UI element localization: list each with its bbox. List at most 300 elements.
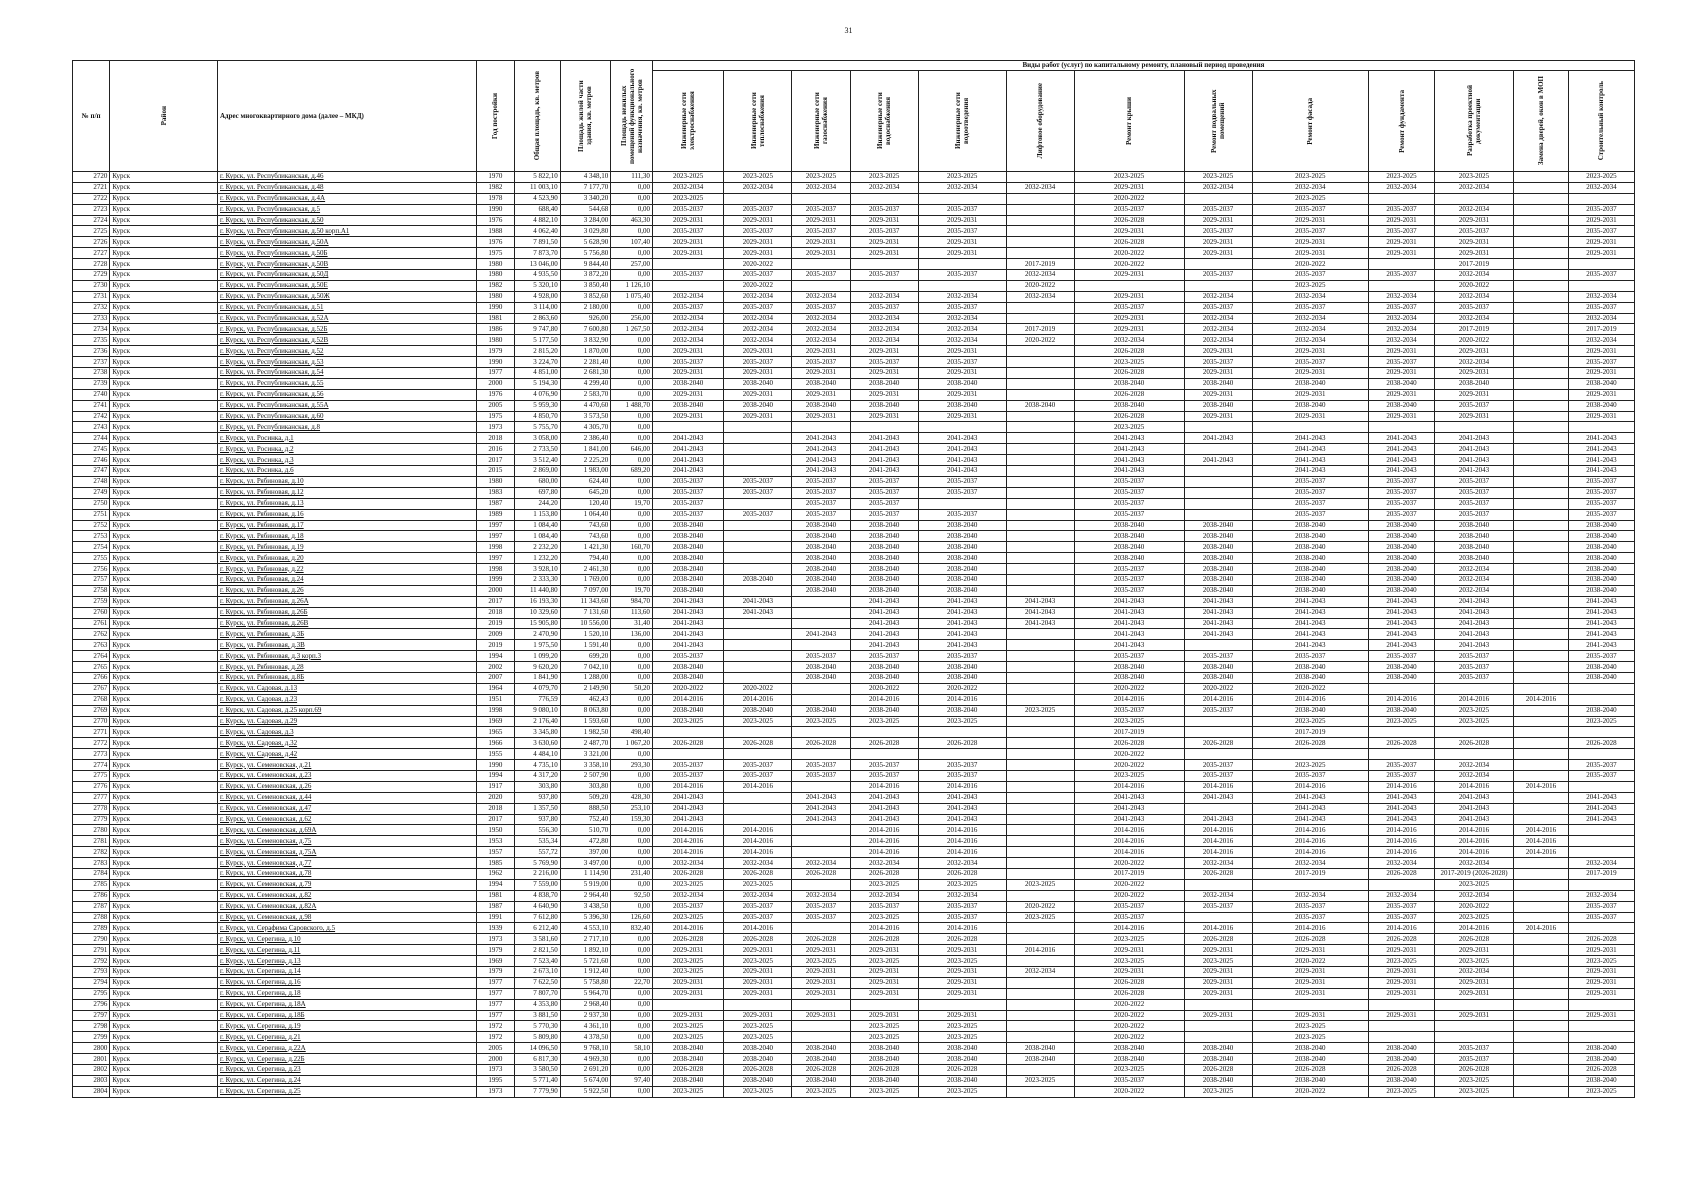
row-district: Курск — [110, 509, 218, 520]
row-area: 0,00 — [611, 270, 653, 281]
row-year: 2000 — [477, 1054, 514, 1065]
row-work-period: 2035-2037 — [850, 476, 918, 487]
row-work-period: 2029-2031 — [1568, 248, 1634, 259]
row-work-period: 2032-2034 — [1074, 335, 1184, 346]
row-work-period: 2035-2037 — [724, 270, 792, 281]
row-work-period: 2038-2040 — [1434, 542, 1513, 553]
table-row — [73, 629, 1635, 640]
row-work-period: 2032-2034 — [1434, 313, 1513, 324]
row-work-period: 2029-2031 — [1184, 1010, 1252, 1021]
row-area: 11 003,10 — [514, 182, 560, 193]
row-area: 3 872,20 — [560, 270, 611, 281]
row-work-period: 2029-2031 — [1369, 988, 1435, 999]
row-district: Курск — [110, 498, 218, 509]
row-year: 2005 — [477, 1043, 514, 1054]
row-work-period: 2029-2031 — [724, 237, 792, 248]
row-work-period — [724, 672, 792, 683]
row-work-period: 2029-2031 — [1568, 988, 1634, 999]
row-work-period — [792, 825, 850, 836]
row-work-period: 2038-2040 — [1252, 662, 1368, 673]
row-work-period: 2035-2037 — [1434, 1043, 1513, 1054]
row-work-period — [1006, 640, 1074, 651]
row-work-period: 2014-2016 — [918, 825, 1006, 836]
row-work-period: 2038-2040 — [1184, 1075, 1252, 1086]
row-area: 5 964,70 — [560, 988, 611, 999]
row-area: 5 770,30 — [514, 1021, 560, 1032]
row-area: 7 807,70 — [514, 988, 560, 999]
row-area: 0,00 — [611, 574, 653, 585]
row-work-period: 2038-2040 — [652, 585, 723, 596]
row-year: 1989 — [477, 509, 514, 520]
row-district: Курск — [110, 487, 218, 498]
row-work-period: 2029-2031 — [1369, 977, 1435, 988]
row-work-period: 2032-2034 — [792, 890, 850, 901]
row-work-period: 2032-2034 — [1434, 760, 1513, 771]
row-work-period: 2041-2043 — [1568, 792, 1634, 803]
row-work-period — [1514, 727, 1569, 738]
row-area: 4 523,90 — [514, 193, 560, 204]
row-work-period: 2023-2025 — [1568, 716, 1634, 727]
row-work-period: 2035-2037 — [918, 270, 1006, 281]
row-work-period: 2029-2031 — [792, 389, 850, 400]
row-work-period — [792, 727, 850, 738]
row-work-period: 2035-2037 — [724, 476, 792, 487]
row-number: 2781 — [73, 836, 110, 847]
row-work-period: 2023-2025 — [652, 956, 723, 967]
row-work-period: 2032-2034 — [792, 324, 850, 335]
row-work-period: 2041-2043 — [918, 455, 1006, 466]
row-work-period: 2038-2040 — [1006, 400, 1074, 411]
table-row — [73, 803, 1635, 814]
row-year: 2007 — [477, 672, 514, 683]
row-work-period — [1006, 357, 1074, 368]
row-address: г. Курск, ул. Республиканская, д.53 — [217, 357, 476, 368]
row-address: г. Курск, ул. Семеновская, д.26 — [217, 781, 476, 792]
row-work-period: 2035-2037 — [1369, 498, 1435, 509]
row-work-period — [1514, 770, 1569, 781]
row-work-period: 2020-2022 — [850, 683, 918, 694]
row-work-period: 2038-2040 — [1369, 574, 1435, 585]
row-work-period: 2035-2037 — [1434, 487, 1513, 498]
row-address: г. Курск, ул. Серегина, д.18 — [217, 988, 476, 999]
row-work-period: 2038-2040 — [1184, 553, 1252, 564]
row-work-period: 2032-2034 — [1252, 890, 1368, 901]
row-area: 5 320,10 — [514, 280, 560, 291]
table-row — [73, 988, 1635, 999]
row-work-period: 2041-2043 — [1434, 640, 1513, 651]
row-work-period: 2035-2037 — [792, 912, 850, 923]
row-work-period: 2023-2025 — [652, 193, 723, 204]
row-address: г. Курск, ул. Рябиновая, д.24 — [217, 574, 476, 585]
row-work-period — [1514, 999, 1569, 1010]
row-number: 2790 — [73, 934, 110, 945]
header-work-doors-windows: Замена дверей, окон в МОП — [1514, 71, 1569, 172]
row-number: 2750 — [73, 498, 110, 509]
header-work-water: Инженерные сети водоснабжения — [850, 71, 918, 172]
row-work-period: 2038-2040 — [1369, 672, 1435, 683]
row-area: 19,70 — [611, 498, 653, 509]
row-work-period: 2023-2025 — [1074, 716, 1184, 727]
row-area: 0,00 — [611, 705, 653, 716]
row-work-period: 2041-2043 — [918, 607, 1006, 618]
row-number: 2728 — [73, 259, 110, 270]
row-work-period — [1514, 651, 1569, 662]
row-work-period: 2038-2040 — [792, 1043, 850, 1054]
row-district: Курск — [110, 433, 218, 444]
table-row — [73, 956, 1635, 967]
row-area: 303,80 — [560, 781, 611, 792]
row-work-period: 2023-2025 — [850, 912, 918, 923]
row-work-period: 2029-2031 — [792, 248, 850, 259]
row-district: Курск — [110, 923, 218, 934]
row-number: 2779 — [73, 814, 110, 825]
row-address: г. Курск, ул. Серегина, д.23 — [217, 1065, 476, 1076]
row-work-period: 2038-2040 — [1184, 531, 1252, 542]
row-work-period: 2014-2016 — [1074, 781, 1184, 792]
row-work-period: 2035-2037 — [918, 204, 1006, 215]
row-address: г. Курск, ул. Серегина, д.22А — [217, 1043, 476, 1054]
header-work-design-docs: Разработка проектной документации — [1434, 71, 1513, 172]
row-work-period: 2029-2031 — [850, 237, 918, 248]
row-work-period: 2035-2037 — [652, 226, 723, 237]
row-area: 9 844,40 — [560, 259, 611, 270]
row-district: Курск — [110, 378, 218, 389]
table-row — [73, 792, 1635, 803]
row-work-period — [918, 280, 1006, 291]
row-work-period: 2038-2040 — [1252, 1043, 1368, 1054]
row-work-period: 2032-2034 — [918, 890, 1006, 901]
row-work-period: 2038-2040 — [724, 705, 792, 716]
row-area: 2 461,30 — [560, 564, 611, 575]
row-number: 2767 — [73, 683, 110, 694]
row-work-period: 2035-2037 — [1252, 302, 1368, 313]
row-work-period: 2029-2031 — [1434, 248, 1513, 259]
row-area: 50,20 — [611, 683, 653, 694]
row-district: Курск — [110, 858, 218, 869]
row-work-period: 2038-2040 — [1369, 705, 1435, 716]
row-area: 0,00 — [611, 378, 653, 389]
row-work-period: 2035-2037 — [918, 651, 1006, 662]
row-year: 1973 — [477, 1086, 514, 1097]
row-work-period: 2032-2034 — [1568, 291, 1634, 302]
row-district: Курск — [110, 618, 218, 629]
row-work-period: 2035-2037 — [1074, 912, 1184, 923]
row-work-period: 2041-2043 — [792, 629, 850, 640]
row-area: 7 097,00 — [560, 585, 611, 596]
row-address: г. Курск, ул. Семеновская, д.23 — [217, 770, 476, 781]
row-work-period: 2041-2043 — [1074, 607, 1184, 618]
row-district: Курск — [110, 1032, 218, 1043]
row-number: 2786 — [73, 890, 110, 901]
row-area: 113,60 — [611, 607, 653, 618]
row-area: 832,40 — [611, 923, 653, 934]
table-row — [73, 977, 1635, 988]
table-row — [73, 313, 1635, 324]
row-work-period — [1568, 879, 1634, 890]
row-district: Курск — [110, 814, 218, 825]
row-area: 0,00 — [611, 389, 653, 400]
row-work-period: 2041-2043 — [652, 640, 723, 651]
row-work-period: 2029-2031 — [1568, 1010, 1634, 1021]
row-work-period — [1514, 1075, 1569, 1086]
row-work-period: 2023-2025 — [1434, 716, 1513, 727]
row-work-period: 2020-2022 — [1434, 335, 1513, 346]
row-district: Курск — [110, 553, 218, 564]
row-work-period: 2029-2031 — [918, 411, 1006, 422]
row-work-period — [724, 662, 792, 673]
row-work-period: 2020-2022 — [1006, 901, 1074, 912]
row-work-period — [1006, 509, 1074, 520]
row-work-period: 2035-2037 — [918, 487, 1006, 498]
row-area: 2 821,50 — [514, 945, 560, 956]
row-number: 2800 — [73, 1043, 110, 1054]
row-district: Курск — [110, 1010, 218, 1021]
row-work-period: 2032-2034 — [1434, 770, 1513, 781]
row-work-period: 2041-2043 — [1074, 792, 1184, 803]
row-work-period: 2035-2037 — [1568, 302, 1634, 313]
row-work-period: 2041-2043 — [1252, 792, 1368, 803]
row-work-period: 2026-2028 — [1252, 934, 1368, 945]
row-work-period: 2032-2034 — [792, 313, 850, 324]
row-area: 160,70 — [611, 542, 653, 553]
row-year: 1999 — [477, 574, 514, 585]
table-row — [73, 760, 1635, 771]
row-work-period — [1006, 498, 1074, 509]
row-work-period — [1006, 890, 1074, 901]
row-work-period — [792, 193, 850, 204]
header-work-gas: Инженерные сети газоснабжения — [792, 71, 850, 172]
row-work-period: 2041-2043 — [1184, 618, 1252, 629]
row-work-period: 2023-2025 — [1568, 956, 1634, 967]
row-area: 0,00 — [611, 564, 653, 575]
row-work-period — [1006, 934, 1074, 945]
row-work-period: 2014-2016 — [1369, 836, 1435, 847]
row-area: 5 755,70 — [514, 422, 560, 433]
row-work-period — [1369, 999, 1435, 1010]
row-work-period: 2041-2043 — [1252, 814, 1368, 825]
row-address: г. Курск, ул. Республиканская, д.52А — [217, 313, 476, 324]
table-row — [73, 836, 1635, 847]
row-work-period: 2029-2031 — [1184, 967, 1252, 978]
table-row — [73, 433, 1635, 444]
row-work-period: 2038-2040 — [918, 542, 1006, 553]
row-work-period: 2038-2040 — [918, 564, 1006, 575]
row-district: Курск — [110, 476, 218, 487]
row-work-period: 2029-2031 — [850, 368, 918, 379]
row-work-period: 2026-2028 — [1568, 1065, 1634, 1076]
row-year: 1991 — [477, 912, 514, 923]
row-work-period: 2038-2040 — [850, 662, 918, 673]
row-work-period: 2026-2028 — [850, 934, 918, 945]
row-area: 19,70 — [611, 585, 653, 596]
row-work-period: 2029-2031 — [1434, 977, 1513, 988]
row-work-period: 2041-2043 — [1074, 466, 1184, 477]
row-work-period — [918, 999, 1006, 1010]
row-work-period — [792, 259, 850, 270]
row-work-period: 2023-2025 — [850, 879, 918, 890]
row-work-period — [1514, 215, 1569, 226]
row-work-period: 2038-2040 — [1184, 574, 1252, 585]
row-number: 2773 — [73, 749, 110, 760]
row-district: Курск — [110, 248, 218, 259]
row-work-period: 2029-2031 — [724, 411, 792, 422]
row-area: 4 640,90 — [514, 901, 560, 912]
row-district: Курск — [110, 640, 218, 651]
row-area: 2 869,00 — [514, 466, 560, 477]
row-work-period: 2029-2031 — [792, 1010, 850, 1021]
row-work-period: 2029-2031 — [1252, 368, 1368, 379]
row-work-period — [1514, 172, 1569, 183]
row-work-period: 2035-2037 — [1184, 651, 1252, 662]
row-work-period — [1514, 901, 1569, 912]
row-work-period — [1006, 1021, 1074, 1032]
table-row — [73, 1086, 1635, 1097]
row-work-period: 2038-2040 — [1369, 542, 1435, 553]
row-work-period: 2014-2016 — [1184, 781, 1252, 792]
row-area: 256,00 — [611, 313, 653, 324]
row-work-period: 2041-2043 — [1184, 607, 1252, 618]
row-district: Курск — [110, 727, 218, 738]
row-district: Курск — [110, 879, 218, 890]
row-work-period: 2038-2040 — [1434, 531, 1513, 542]
row-area: 509,20 — [560, 792, 611, 803]
row-work-period: 2035-2037 — [1369, 476, 1435, 487]
table-row — [73, 226, 1635, 237]
row-work-period: 2014-2016 — [724, 923, 792, 934]
row-number: 2742 — [73, 411, 110, 422]
row-address: г. Курск, ул. Садовая, д.29 — [217, 716, 476, 727]
row-work-period: 2020-2022 — [1184, 683, 1252, 694]
row-work-period: 2029-2031 — [918, 215, 1006, 226]
row-work-period: 2041-2043 — [652, 455, 723, 466]
row-work-period: 2032-2034 — [1434, 574, 1513, 585]
row-number: 2804 — [73, 1086, 110, 1097]
row-area: 9 080,10 — [514, 705, 560, 716]
row-work-period: 2020-2022 — [1074, 858, 1184, 869]
row-work-period: 2023-2025 — [1434, 172, 1513, 183]
row-area: 1 084,40 — [514, 531, 560, 542]
row-number: 2775 — [73, 770, 110, 781]
row-work-period: 2041-2043 — [1252, 596, 1368, 607]
row-work-period — [1006, 574, 1074, 585]
row-area: 0,00 — [611, 204, 653, 215]
row-work-period — [792, 847, 850, 858]
row-work-period: 2035-2037 — [1184, 705, 1252, 716]
table-row — [73, 237, 1635, 248]
row-work-period: 2014-2016 — [1184, 847, 1252, 858]
row-work-period: 2029-2031 — [1252, 1010, 1368, 1021]
row-work-period: 2041-2043 — [918, 792, 1006, 803]
row-work-period: 2029-2031 — [792, 368, 850, 379]
row-work-period: 2032-2034 — [652, 324, 723, 335]
row-work-period: 2014-2016 — [724, 847, 792, 858]
row-year: 2017 — [477, 814, 514, 825]
row-number: 2785 — [73, 879, 110, 890]
row-work-period: 2017-2019 — [1434, 259, 1513, 270]
row-work-period — [792, 999, 850, 1010]
row-work-period: 2035-2037 — [918, 760, 1006, 771]
row-work-period: 2032-2034 — [1006, 270, 1074, 281]
row-area: 0,00 — [611, 1065, 653, 1076]
row-work-period: 2041-2043 — [1074, 640, 1184, 651]
row-work-period — [724, 520, 792, 531]
table-row — [73, 193, 1635, 204]
row-work-period — [1006, 956, 1074, 967]
row-work-period: 2041-2043 — [1434, 629, 1513, 640]
row-work-period — [1006, 825, 1074, 836]
row-work-period: 2029-2031 — [1369, 389, 1435, 400]
row-work-period: 2032-2034 — [1369, 858, 1435, 869]
row-work-period: 2035-2037 — [1568, 270, 1634, 281]
row-work-period: 2035-2037 — [1074, 585, 1184, 596]
row-work-period: 2041-2043 — [1074, 814, 1184, 825]
row-work-period: 2041-2043 — [652, 803, 723, 814]
row-work-period: 2038-2040 — [1074, 531, 1184, 542]
row-work-period: 2041-2043 — [724, 607, 792, 618]
row-work-period: 2029-2031 — [1252, 346, 1368, 357]
row-work-period: 2023-2025 — [1184, 1086, 1252, 1097]
row-work-period — [1514, 368, 1569, 379]
row-work-period: 2032-2034 — [652, 313, 723, 324]
table-row — [73, 215, 1635, 226]
table-row — [73, 400, 1635, 411]
row-area: 937,80 — [514, 792, 560, 803]
row-work-period: 2020-2022 — [1434, 901, 1513, 912]
row-address: г. Курск, ул. Семеновская, д.82 — [217, 890, 476, 901]
table-row — [73, 858, 1635, 869]
row-work-period — [724, 618, 792, 629]
row-year: 2018 — [477, 803, 514, 814]
row-work-period: 2032-2034 — [724, 858, 792, 869]
row-work-period: 2035-2037 — [850, 487, 918, 498]
row-work-period: 2035-2037 — [1369, 270, 1435, 281]
row-work-period: 2038-2040 — [792, 400, 850, 411]
row-work-period: 2038-2040 — [1252, 520, 1368, 531]
row-work-period — [1369, 1021, 1435, 1032]
row-work-period: 2041-2043 — [918, 466, 1006, 477]
row-work-period — [724, 498, 792, 509]
table-row — [73, 770, 1635, 781]
row-work-period — [1006, 988, 1074, 999]
row-work-period: 2041-2043 — [1074, 444, 1184, 455]
header-total-area: Общая площадь, кв. метров — [514, 61, 560, 172]
row-work-period: 2029-2031 — [1369, 215, 1435, 226]
row-work-period: 2026-2028 — [1369, 934, 1435, 945]
table-row — [73, 520, 1635, 531]
row-work-period: 2041-2043 — [1568, 640, 1634, 651]
row-work-period: 2038-2040 — [1184, 542, 1252, 553]
row-work-period: 2023-2025 — [792, 172, 850, 183]
row-work-period — [1514, 520, 1569, 531]
row-area: 3 340,20 — [560, 193, 611, 204]
row-work-period — [1514, 182, 1569, 193]
row-area: 7 559,00 — [514, 879, 560, 890]
row-work-period: 2035-2037 — [1434, 226, 1513, 237]
row-work-period: 2026-2028 — [1184, 934, 1252, 945]
row-work-period: 2041-2043 — [850, 455, 918, 466]
row-area: 3 321,00 — [560, 749, 611, 760]
row-work-period: 2035-2037 — [792, 487, 850, 498]
row-area: 4 378,50 — [560, 1032, 611, 1043]
row-work-period: 2035-2037 — [652, 770, 723, 781]
row-work-period: 2041-2043 — [918, 433, 1006, 444]
row-address: г. Курск, ул. Семеновская, д.47 — [217, 803, 476, 814]
row-district: Курск — [110, 869, 218, 880]
row-work-period — [1434, 193, 1513, 204]
row-work-period — [724, 422, 792, 433]
table-row — [73, 280, 1635, 291]
row-district: Курск — [110, 934, 218, 945]
